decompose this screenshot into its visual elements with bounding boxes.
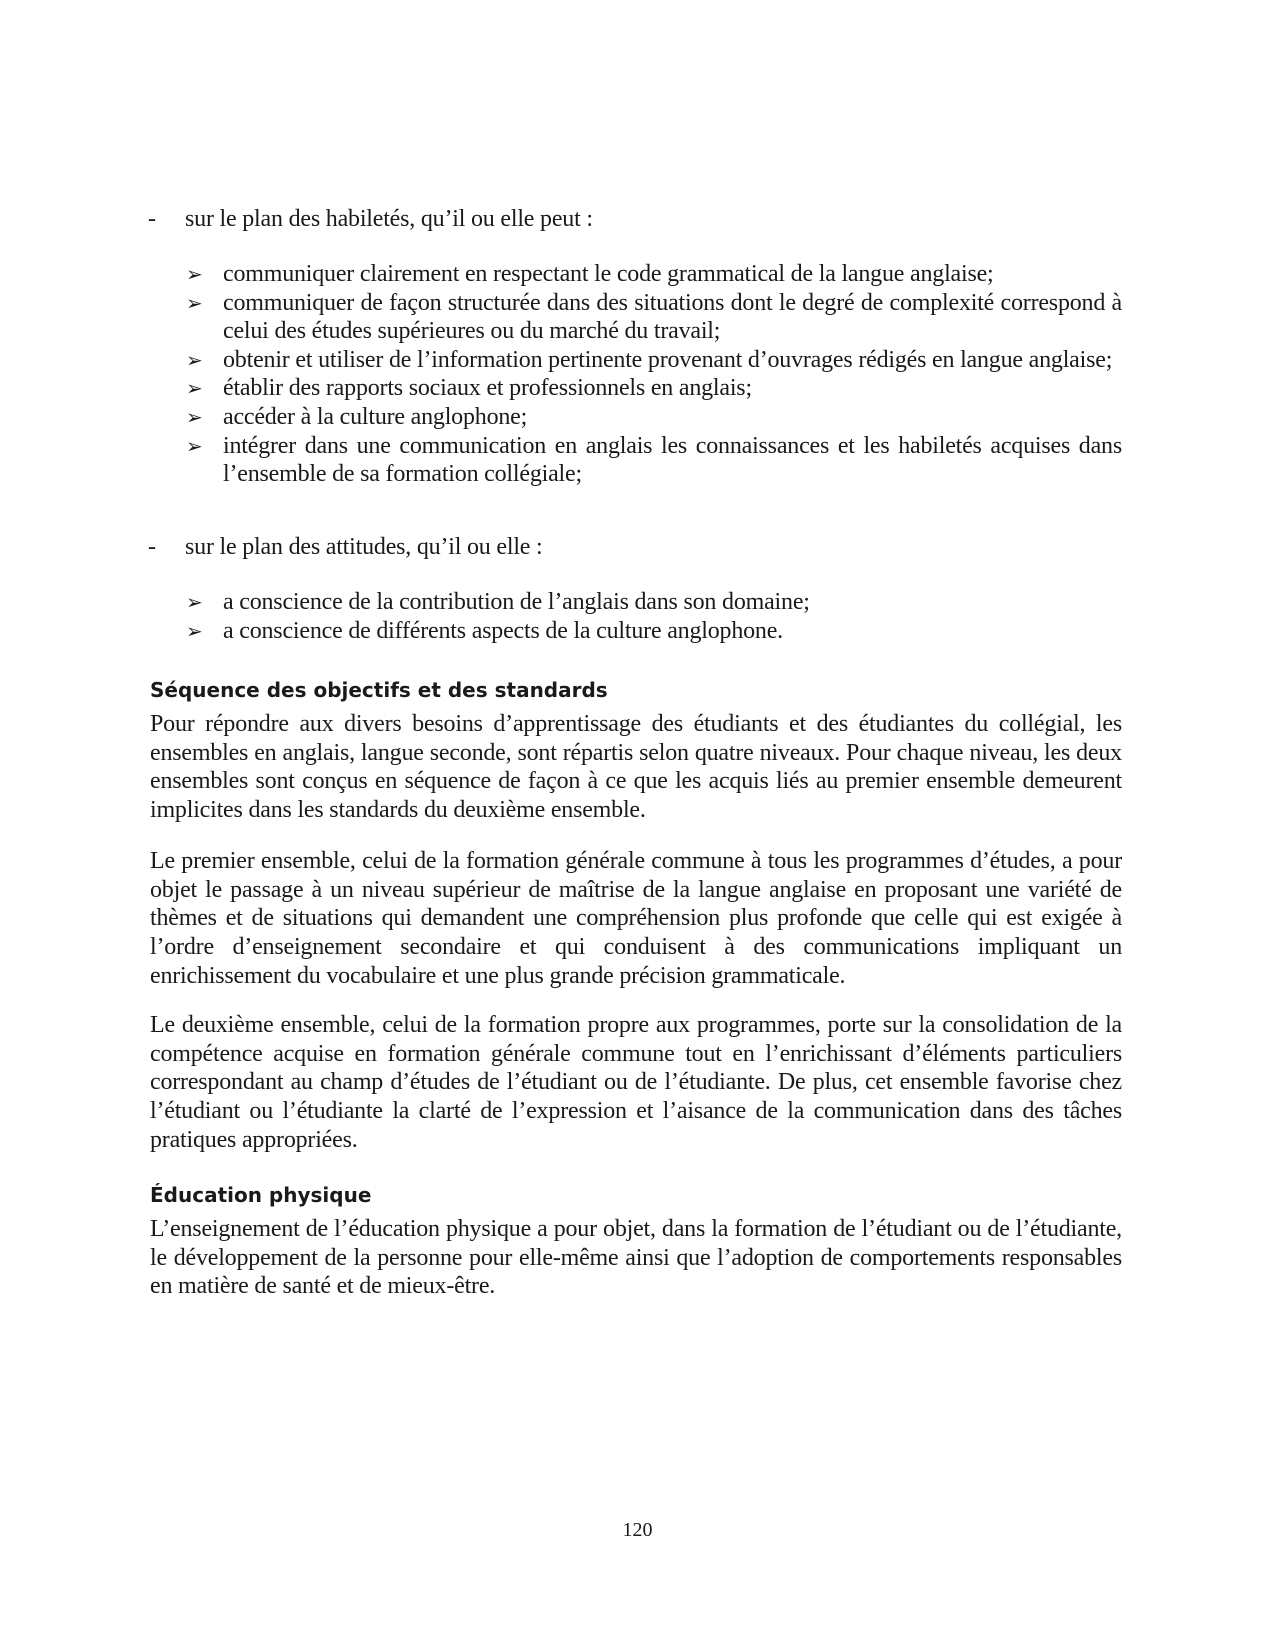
arrow-bullet-icon: ➢ — [186, 404, 203, 429]
paragraph: Le premier ensemble, celui de la formation générale commune à tous les programmes d’études, a pour objet le passage à un niveau supérieur de maîtrise de la langue anglaise en proposant une variété de thèmes et de situations qui demandent une compréhension plus profonde que celle qui est exigée à l’ordre d’enseignement secondaire et qui conduisent à des communications impliquant un enrichissement du vocabulaire et une plus grande précision grammaticale. — [150, 848, 1122, 989]
skills-intro-text: sur le plan des habiletés, qu’il ou elle peut : — [185, 206, 593, 232]
list-item: ➢ intégrer dans une communication en anglais les connaissances et les habiletés acquises dans l’ensemble de sa formation collégiale; — [186, 432, 1122, 488]
paragraph: L’enseignement de l’éducation physique a pour objet, dans la formation de l’étudiant ou de l’étudiante, le développement de la personne pour elle-même ainsi que l’adoption de comportements responsables en matière de santé et de mieux-être. — [150, 1216, 1122, 1300]
section-heading-sequence: Séquence des objectifs et des standards — [150, 678, 608, 702]
list-item: ➢ a conscience de différents aspects de la culture anglophone. — [186, 617, 783, 644]
arrow-bullet-icon: ➢ — [186, 290, 203, 315]
arrow-bullet-icon: ➢ — [186, 376, 203, 401]
arrow-bullet-icon: ➢ — [186, 347, 203, 372]
paragraph: Pour répondre aux divers besoins d’apprentissage des étudiants et des étudiantes du collégial, les ensembles en anglais, langue seconde, sont répartis selon quatre niveaux. Pour chaque niveau, les deux ensembles sont conçus en séquence de façon à ce que les acquis liés au premier ensemble demeurent implicites dans les standards du deuxième ensemble. — [150, 711, 1122, 824]
dash-marker: - — [148, 534, 156, 560]
arrow-bullet-icon: ➢ — [186, 618, 203, 643]
list-item: ➢ communiquer de façon structurée dans des situations dont le degré de complexité correspond à celui des études supérieures ou du marché du travail; — [186, 289, 1122, 345]
section-heading-physical-education: Éducation physique — [150, 1183, 372, 1207]
attitudes-intro-text: sur le plan des attitudes, qu’il ou elle : — [185, 534, 543, 560]
skills-list — [186, 260, 1122, 489]
paragraph: Le deuxième ensemble, celui de la formation propre aux programmes, porte sur la consolidation de la compétence acquise en formation générale commune tout en l’enrichissant d’éléments particuliers correspondant au champ d’études de l’étudiant ou de l’étudiante. De plus, cet ensemble favorise chez l’étudiant ou l’étudiante la clarté de l’expression et l’aisance de la communication dans des tâches pratiques appropriées. — [150, 1012, 1122, 1153]
list-item: ➢ accéder à la culture anglophone; — [186, 403, 528, 430]
dash-marker: - — [148, 206, 156, 232]
list-item: ➢ communiquer clairement en respectant le code grammatical de la langue anglaise; — [186, 261, 994, 287]
arrow-bullet-icon: ➢ — [186, 262, 203, 286]
list-item: ➢ obtenir et utiliser de l’information pertinente provenant d’ouvrages rédigés en langue anglaise; — [186, 346, 1113, 373]
arrow-bullet-icon: ➢ — [186, 433, 203, 458]
attitudes-list — [186, 588, 1122, 645]
list-item: ➢ établir des rapports sociaux et professionnels en anglais; — [186, 375, 752, 402]
arrow-bullet-icon: ➢ — [186, 590, 203, 614]
page-number: 120 — [622, 1519, 653, 1541]
list-item: ➢ a conscience de la contribution de l’anglais dans son domaine; — [186, 589, 810, 615]
